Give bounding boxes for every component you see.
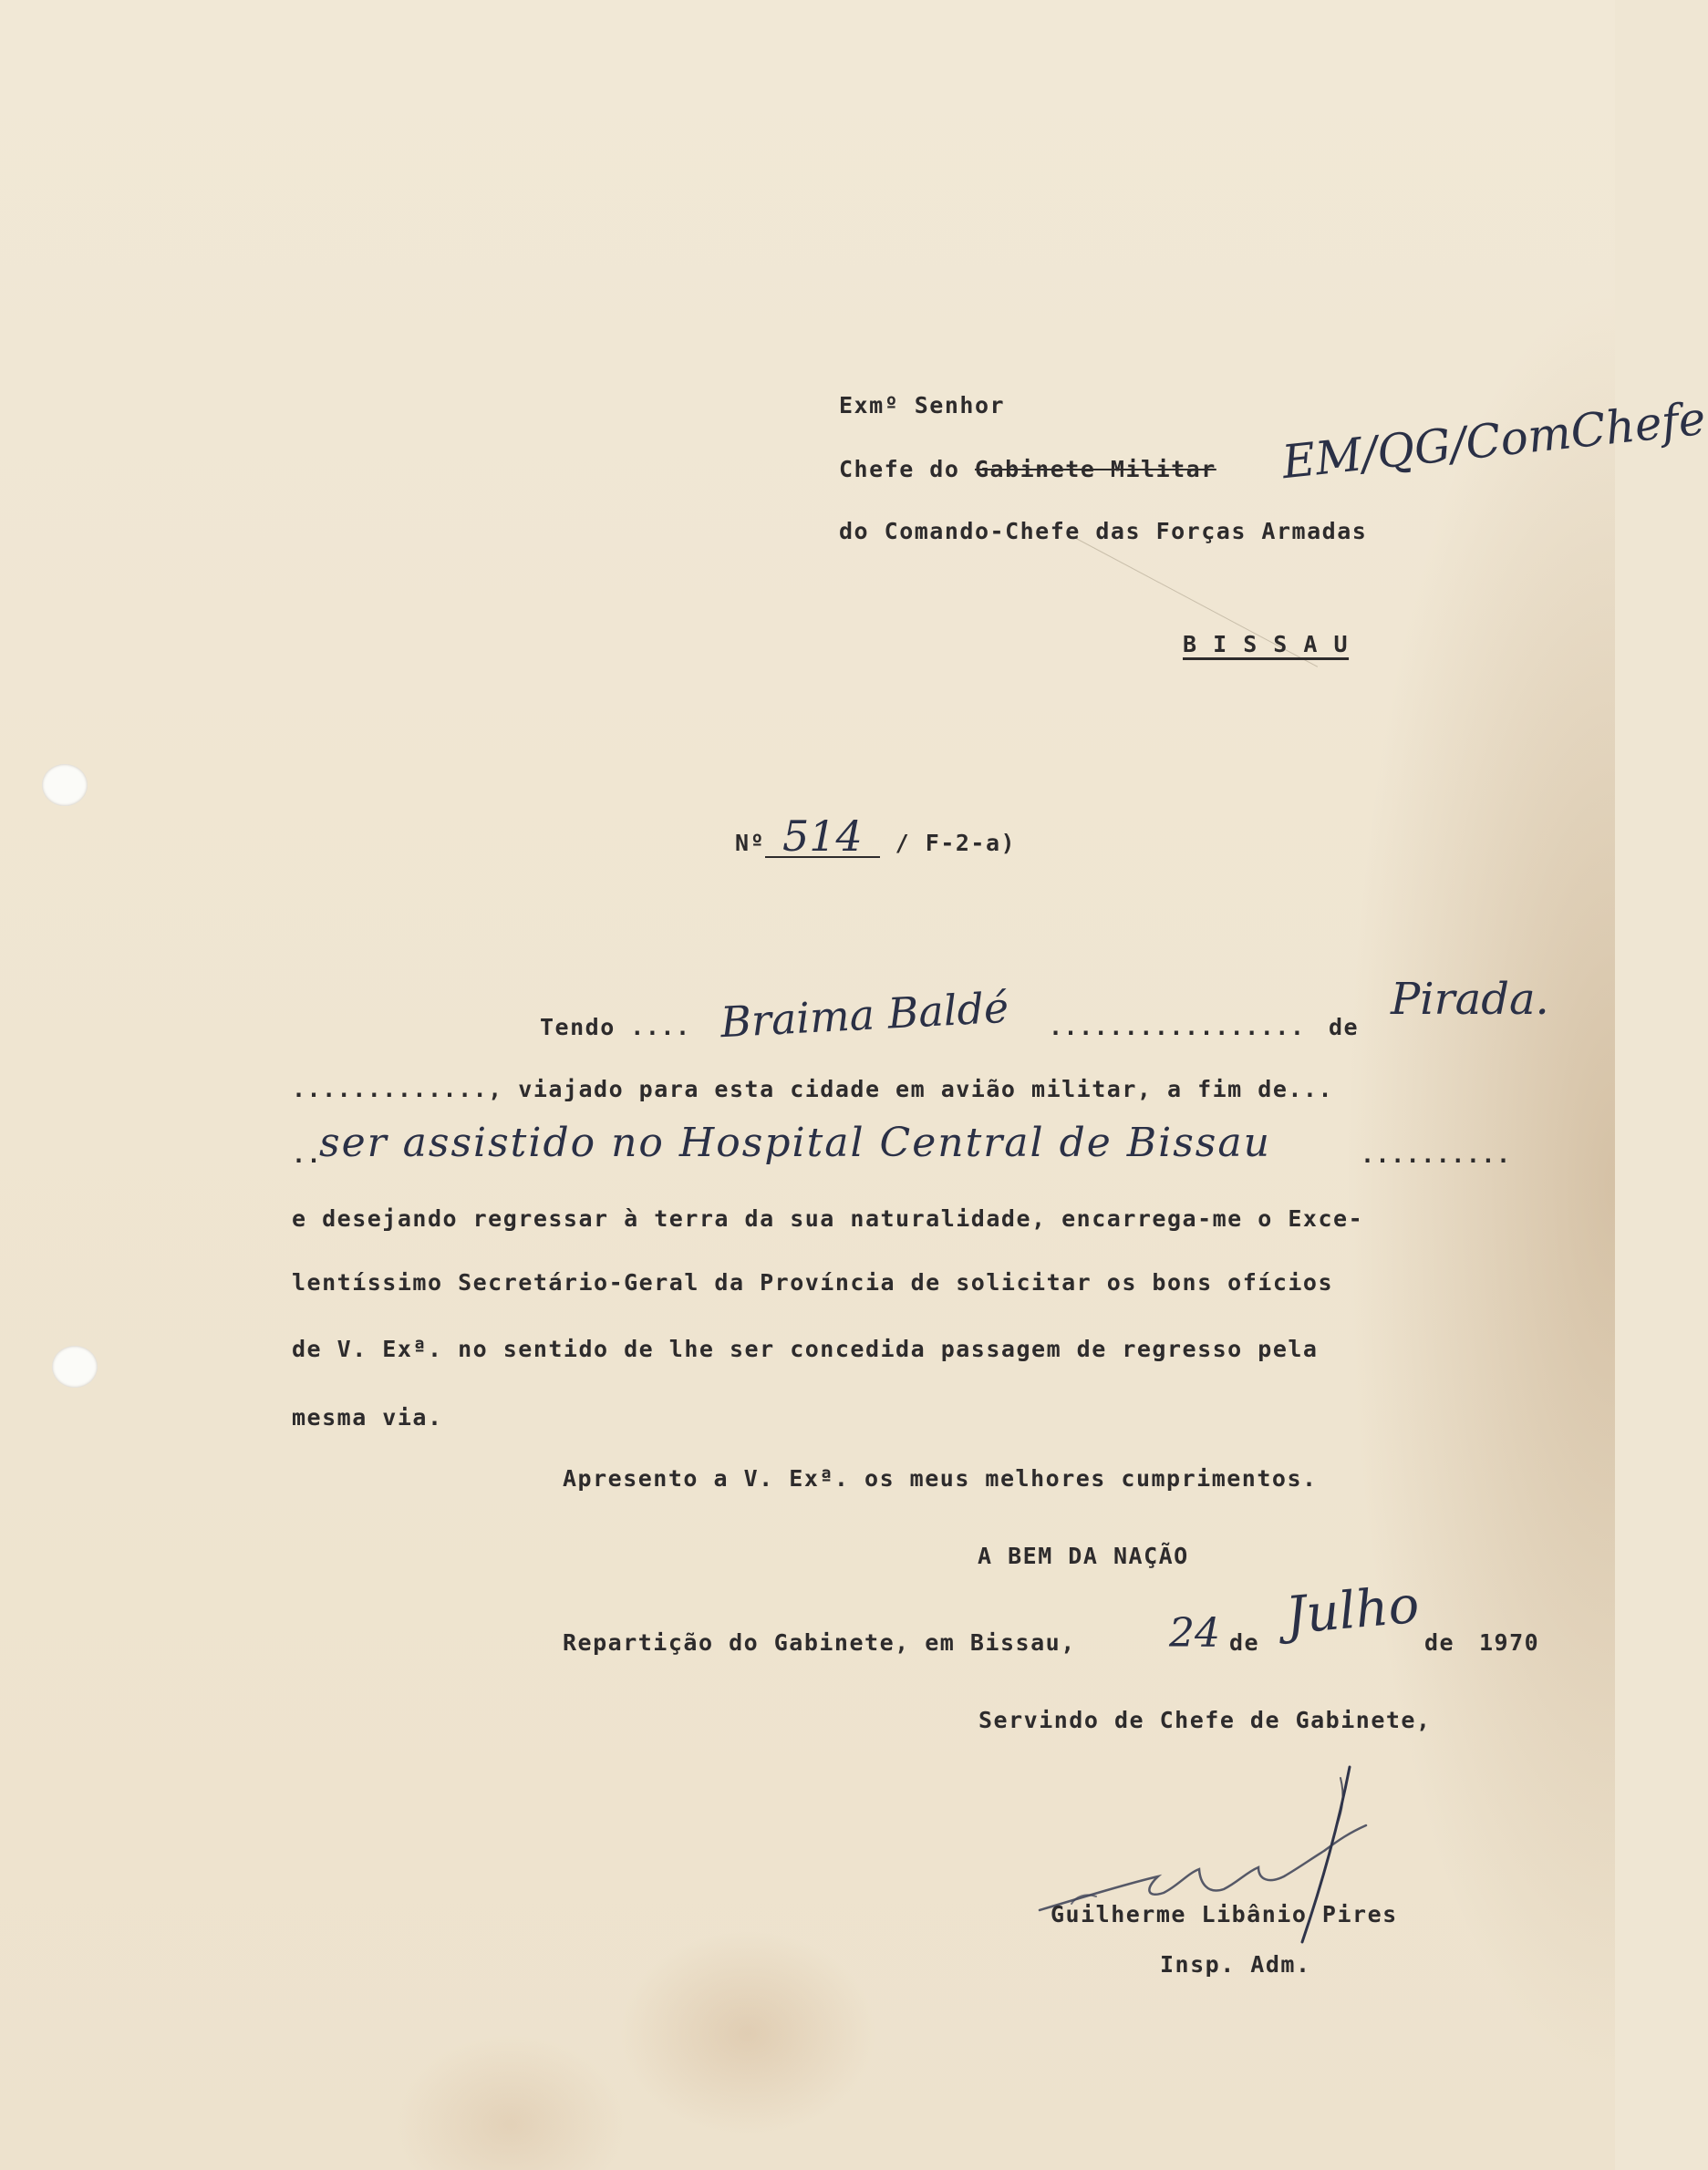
body-line-2: ............., viajado para esta cidade em avião militar, a fim de... [292, 1076, 1334, 1102]
closing-motto: A BEM DA NAÇÃO [978, 1543, 1189, 1569]
body-line-3-dots-pre: .. [292, 1142, 323, 1168]
handwritten-date-month: Julho [1283, 1575, 1422, 1647]
date-de-2: de [1424, 1629, 1455, 1656]
body-line-1-start: Tendo .... [540, 1014, 691, 1040]
reference-number-line [735, 830, 1016, 858]
body-line-7: mesma via. [292, 1404, 443, 1431]
body-line-6: de V. Exª. no sentido de lhe ser concedida passagem de regresso pela [292, 1336, 1319, 1362]
handwritten-person-name: Braima Baldé [719, 982, 1010, 1048]
address-command: do Comando-Chefe das Forças Armadas [839, 518, 1368, 544]
date-de-1: de [1229, 1629, 1260, 1656]
address-salutation: Exmº Senhor [839, 392, 1006, 418]
handwritten-reference-number: 514 [782, 811, 863, 861]
body-line-4: e desejando regressar à terra da sua naturalidade, encarrega-me o Exce- [292, 1205, 1364, 1232]
closing-greeting: Apresento a V. Exª. os meus melhores cumprimentos. [563, 1465, 1318, 1492]
body-line-5: lentíssimo Secretário-Geral da Província de solicitar os bons ofícios [292, 1269, 1334, 1296]
reference-prefix: Nº [735, 830, 766, 856]
reference-suffix: / F-2-a) [895, 830, 1017, 856]
address-recipient-prefix: Chefe do [839, 456, 975, 482]
handwritten-origin-place: Pirada. [1391, 974, 1549, 1025]
punch-hole-upper [42, 764, 88, 806]
handwritten-purpose: ser assistido no Hospital Central de Bissau [319, 1120, 1271, 1166]
address-city: B I S S A U [1183, 631, 1350, 657]
signatory-name: Guilherme Libânio Pires [1051, 1901, 1398, 1927]
date-year: 1970 [1479, 1629, 1540, 1656]
body-line-1-dots: ................. [1049, 1014, 1306, 1040]
signatory-title: Insp. Adm. [1160, 1951, 1311, 1978]
signature-role: Servindo de Chefe de Gabinete, [978, 1707, 1432, 1733]
address-recipient [839, 456, 1216, 482]
body-line-1-de: de [1329, 1014, 1360, 1040]
handwritten-date-day: 24 [1169, 1610, 1220, 1657]
body-line-3-dots-post: .......... [1361, 1142, 1512, 1168]
date-prefix: Repartição do Gabinete, em Bissau, [563, 1629, 1076, 1656]
punch-hole-lower [52, 1346, 98, 1388]
handwritten-recipient-correction: EM/QG/ComChefe [1279, 391, 1708, 490]
address-struck-text: Gabinete Militar [974, 456, 1216, 482]
